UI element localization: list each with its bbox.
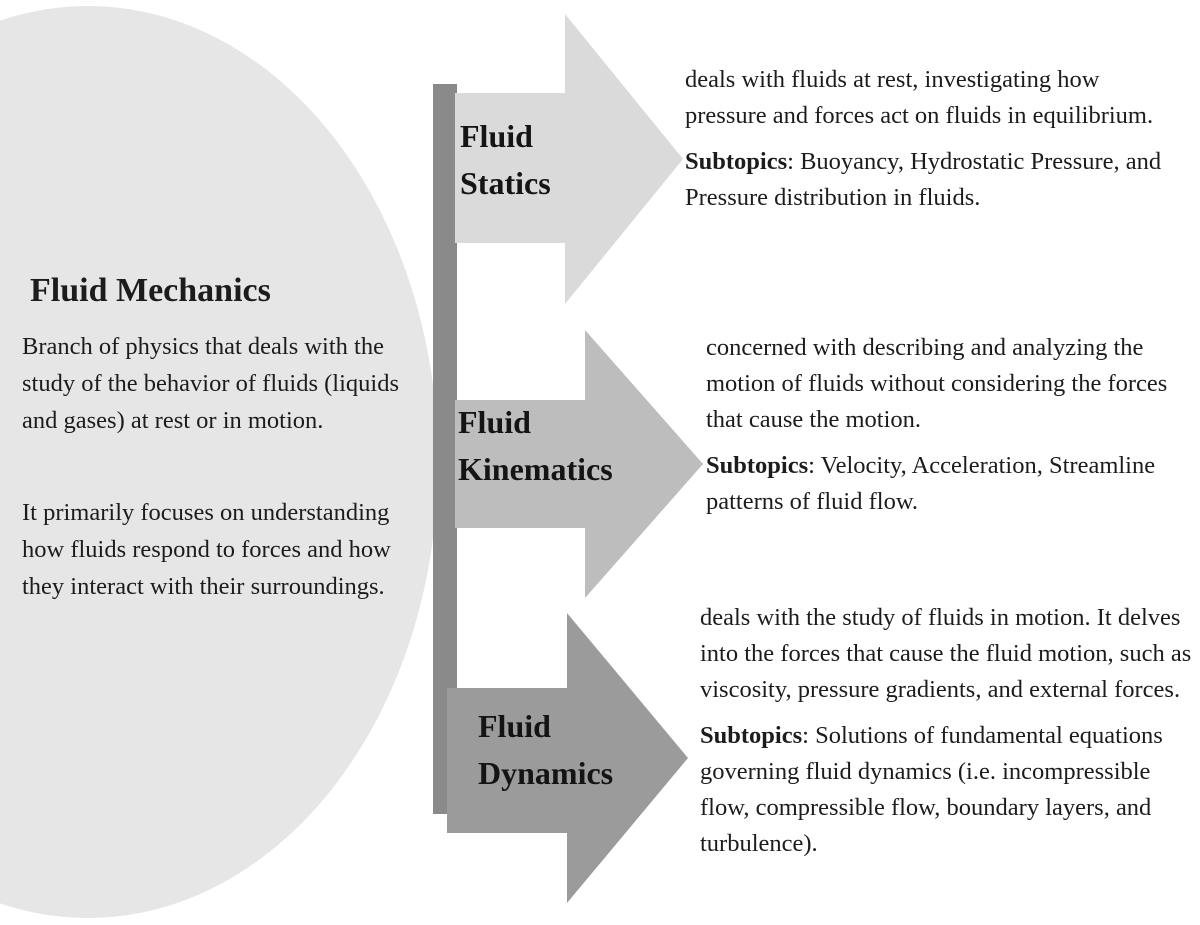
fluid-statics-label: Fluid Statics <box>460 118 551 201</box>
fluid-kinematics-text-block <box>706 330 1174 520</box>
fluid-dynamics-subtopics-text: : Solutions of fundamental equations governing fluid dynamics (i.e. incompressible flow, compressible flow, boundary layers, and turbulence). <box>700 722 1163 857</box>
fluid-dynamics-subtopics-label: Subtopics <box>700 722 803 749</box>
fluid-kinematics-label: Fluid Kinematics <box>458 404 613 487</box>
fluid-kinematics-description: concerned with describing and analyzing the motion of fluids without considering the forces that cause the motion. <box>706 334 1168 433</box>
fluid-statics-subtopics <box>685 144 1163 216</box>
fluid-dynamics-description: deals with the study of fluids in motion. It delves into the forces that cause the fluid motion, such as viscosity, pressure gradients, and external forces. <box>700 604 1192 703</box>
fluid-statics-description: deals with fluids at rest, investigating how pressure and forces act on fluids in equilibrium. <box>685 66 1154 129</box>
main-topic-description-2: It primarily focuses on understanding how fluids respond to forces and how they interact with their surroundings. <box>22 499 391 600</box>
fluid-kinematics-subtopics-label: Subtopics <box>706 452 809 479</box>
main-topic-bubble <box>0 6 438 918</box>
fluid-dynamics-label: Fluid Dynamics <box>478 708 614 791</box>
fluid-kinematics-subtopics-text: : Velocity, Acceleration, Streamline patterns of fluid flow. <box>706 452 1156 515</box>
fluid-statics-subtopics-label: Subtopics <box>685 148 788 175</box>
fluid-dynamics-text-block <box>700 600 1192 862</box>
main-topic-title: Fluid Mechanics <box>30 272 271 309</box>
fluid-statics-text-block <box>685 62 1163 216</box>
fluid-dynamics-subtopics <box>700 718 1192 862</box>
fluid-kinematics-subtopics <box>706 448 1174 520</box>
fluid-statics-subtopics-text: : Buoyancy, Hydrostatic Pressure, and Pressure distribution in fluids. <box>685 148 1162 211</box>
main-topic-description-1: Branch of physics that deals with the study of the behavior of fluids (liquids and gases) at rest or in motion. <box>22 333 399 434</box>
